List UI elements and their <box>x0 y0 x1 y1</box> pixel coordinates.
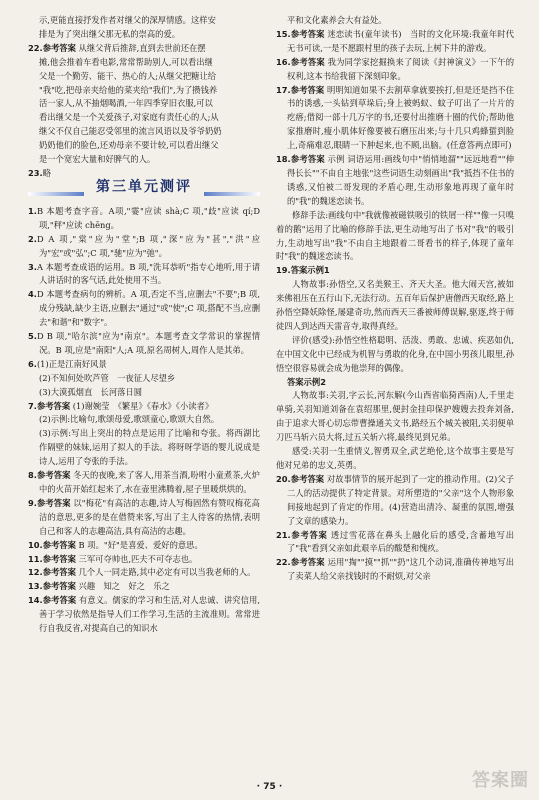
answer-text: B 本题考查字音。A项,"霎"应读 shà;C 项,"歧"应读 qí;D 项,"秤"应读 chēng。 <box>36 205 260 230</box>
answer-text: 人物故事:关羽,字云长,河东解(今山西省临猗西南)人,千里走单骑,关羽知道刘备在袁绍那里,便封金挂印保护嫂嫂去投奔刘备,由于追求大哥心切忘带曹操通关文书,路经五个城关被阻,关羽便单刀匹马斩六员大将,过五关斩六将,最终见到兄弟。 <box>276 390 514 443</box>
answer-line <box>28 566 260 580</box>
question-number: 17. <box>276 84 291 95</box>
answer-label: 参考答案 <box>42 42 76 53</box>
answer-line <box>276 264 514 278</box>
question-number: 14. <box>28 595 43 606</box>
answer-text: 从继父背后推辞,直到去世前还在摆 <box>78 42 206 53</box>
answer-text: (1)谢婉莹 《繁星》《春水》《小读者》 <box>72 400 214 411</box>
answer-text: D B 项,"哈尔滨"应为"南京"。本题考查文学常识的掌握情况。B 项,应是"南阳"人;A 项,原名周树人,周作人是其弟。 <box>36 331 260 355</box>
answer-line <box>28 42 260 56</box>
answer-line <box>28 139 260 153</box>
answer-label: 参考答案 <box>290 84 325 95</box>
answer-text: "我"吃,把母亲夹给他的菜夹给"我们",为了攒钱养 <box>39 84 218 95</box>
answer-label: 参考答案 <box>42 539 76 550</box>
answer-line <box>28 594 260 636</box>
question-number: 1. <box>28 205 37 216</box>
answer-line <box>28 400 260 414</box>
answer-line <box>28 97 260 111</box>
question-number: 18. <box>276 154 291 165</box>
answer-line <box>28 70 260 84</box>
answer-line <box>276 14 514 28</box>
answer-line <box>28 28 260 42</box>
answer-line <box>276 278 514 334</box>
answer-text: (2)不知何处吹芦管 一夜征人尽望乡 <box>39 372 176 383</box>
answer-line <box>28 14 260 28</box>
left-column <box>28 14 260 636</box>
question-number: 8. <box>28 470 37 481</box>
question-number: 11. <box>28 553 43 564</box>
answer-line <box>28 84 260 98</box>
answer-text: 活一家人,从不抽烟喝酒,一年四季穿旧衣服,可以 <box>39 98 213 109</box>
answer-line <box>28 261 260 289</box>
answer-line <box>28 386 260 400</box>
answer-text: 有意义。儒家的学习和生活,对人忠诚、讲究信用,善于学习依然是指导人们工作学习,生活的主流准则。常常进行自我反省,对提高自己的知识水 <box>39 595 261 634</box>
question-number: 5. <box>28 331 37 342</box>
question-number: 7. <box>28 400 37 411</box>
answer-text: 评价(感受):孙悟空性格聪明、活泼、勇敢、忠诚、疾恶如仇,在中国文化中已经成为机智与勇敢的化身,在中国小男孩儿眼里,孙悟空很容易就会成为他崇拜的偶像。 <box>276 334 514 373</box>
section-title <box>28 178 260 205</box>
question-number: 23. <box>28 167 43 178</box>
answer-text: 兴趣 知之 好之 乐之 <box>78 581 170 592</box>
answer-line <box>276 556 514 584</box>
answer-text: (3)大漠孤烟直 长河落日圆 <box>39 386 143 397</box>
answer-line <box>276 28 514 56</box>
question-number: 10. <box>28 539 43 550</box>
answer-label: 参考答案 <box>290 28 325 39</box>
answer-text: 排是为了突出继父那无私的崇高的爱。 <box>39 28 181 39</box>
answer-line <box>28 125 260 139</box>
answer-label: 参考答案 <box>290 56 325 67</box>
answer-text: 示例 词语运用:画线句中"悄悄地溜""远远地看""伸得长长""不由自主地张"这些词语生动刻画出"我"抵挡不住书的诱惑,又怕被二哥发现的矛盾心理,生动形象地再现了童年时的"我"的魏迷恋读书。 <box>287 154 514 206</box>
answer-line <box>28 539 260 553</box>
answer-line <box>28 56 260 70</box>
answer-line <box>276 84 514 154</box>
answer-text: B 项。"好"是喜爱、爱好的意思。 <box>78 539 203 550</box>
answer-line <box>28 580 260 594</box>
question-number: 3. <box>28 261 37 272</box>
question-number: 2. <box>28 233 37 244</box>
answer-text: 略 <box>42 167 52 178</box>
question-number: 22. <box>276 557 291 568</box>
answer-label: 参考答案 <box>290 529 328 540</box>
answer-text: A 本题考查成语的运用。B 项,"洗耳恭听"指专心地听,用于请人讲话时的客气话,此处使用不当。 <box>36 261 260 286</box>
answer-line <box>276 389 514 445</box>
answer-text: 平和文化素养会大有益处。 <box>287 15 387 25</box>
answer-text: 是一个宽宏大量和好脾气的人。 <box>39 154 156 165</box>
answer-text: 明明知道如果不去割草拿就要挨打,但是还是挡不住书的诱惑,一头钻到草垛后;身上被蚂蚁、蚊子叮出了一片片的疙瘩;借阅一部十几万字的书,还要付出推磨十圈的代价;帮助他家推磨时,瘦小肌体好像要被石磨压出来;与十几只鸡蜂蜇到脸上,奇痛难忍,眼睛一下肿起来,也不顾,出脑。(任意答两点即可) <box>287 84 515 151</box>
answer-text: 透过雪花落在鼻头上融化后的感受,含蓄地写出了"我"看到父亲如此艰辛后的酸楚和愧疚。 <box>287 529 515 554</box>
answer-line <box>28 205 260 233</box>
question-number: 6. <box>28 358 37 369</box>
question-number: 12. <box>28 567 43 578</box>
section-title-text: 第三单元测评 <box>96 178 192 195</box>
question-number: 4. <box>28 289 37 300</box>
answer-text: 三军可夺帅也,匹夫不可夺志也。 <box>78 553 198 564</box>
answer-line <box>28 372 260 386</box>
answer-label: 答案示例2 <box>287 376 326 387</box>
answer-line <box>28 358 260 372</box>
answer-text: 继父不仅自己能忍受邻里的流言风语以及爷爷奶奶 <box>39 126 222 137</box>
answer-text: 冬天的夜晚,来了客人,用茶当酒,吩咐小童煮茶,火炉中的火苗开始红起来了,水在壶里沸腾着,屋子里暖烘烘的。 <box>39 470 260 494</box>
answer-line <box>28 330 260 358</box>
answer-text: 对故事情节的展开起到了一定的推动作用。(2)父子二人的活动提供了特定背景。对所塑造的"父亲"这个人物形象间接地起到了肯定的作用。(4)营造出清冷、凝重的氛围,增强了文章的感染力。 <box>287 473 514 526</box>
answer-line <box>28 497 260 539</box>
answer-text: 奶奶他们的脸色,还劝母亲不要计较,可以看出继父 <box>39 140 219 151</box>
answer-line <box>276 376 514 390</box>
answer-text: 运用"掏""摸""抓""扔"这几个动词,准确传神地写出了卖菜人给父亲找钱时的不耐烦,对父亲 <box>287 557 514 582</box>
question-number: 19. <box>276 265 291 276</box>
answer-label: 参考答案 <box>36 470 71 481</box>
answer-text: (2)示例:比喻句,歌颂母爱,歌颂童心,歌颂大自然。 <box>39 414 220 425</box>
answer-text: 以"梅花"有高洁的志趣,诗人写梅固然有赞叹梅花高洁的意思,更多的是在借赞来客,写出了主人待客的热情,表明自己和客人的志趣高洁,具有高洁的志趣。 <box>39 497 260 536</box>
question-number: 20. <box>276 473 291 484</box>
watermark-logo: 答案圈 <box>472 770 529 791</box>
answer-text: D 本题考查病句的辨析。A 项,否定不当,应删去"不要";B 项,成分残缺,缺少主语,应删去"通过"或"使";C 项,搭配不当,应删去"和谐"和"数字"。 <box>36 289 260 328</box>
answer-line <box>28 233 260 261</box>
page-number: · 75 · <box>256 782 283 792</box>
answer-text: 修辞手法:画线句中"我就像被磁铁吸引的铁屑一样""像一只嗅着的鹅"运用了比喻的修辞手法,更生动地写出了书对"我"的吸引力,生动地写出"我"不由自主地跟着二哥看书的样子,体现了童年时"我"的魏迷恋读书。 <box>276 209 514 262</box>
answer-label: 参考答案 <box>42 553 76 564</box>
answer-text: 看出继父是一个关爱孩子,对家庭有责任心的人;从 <box>39 112 219 123</box>
answer-line <box>28 413 260 427</box>
answer-label: 参考答案 <box>290 154 325 165</box>
answer-line <box>28 288 260 330</box>
answer-text: (1)正是江南好风景 <box>36 358 107 369</box>
answer-text: 我为同学家挖掘换来了阅读《封神演义》一下午的权利,这本书给我留下深刻印象。 <box>287 56 514 81</box>
question-number: 15. <box>276 28 291 39</box>
question-number: 9. <box>28 497 37 508</box>
answer-line <box>28 111 260 125</box>
answer-text: 感受:关羽一生重情义,智勇双全,武艺绝伦,这个故事主要是写他对兄弟的忠义,英勇。 <box>276 446 514 470</box>
answer-text: 父是一个勤劳、能干、热心的人;从继父把糖让给 <box>39 70 217 81</box>
answer-line <box>276 529 514 557</box>
question-number: 22. <box>28 42 43 53</box>
answer-line <box>276 334 514 376</box>
answer-label: 参考答案 <box>42 581 76 592</box>
question-number: 13. <box>28 581 43 592</box>
right-column <box>276 14 514 584</box>
answer-line <box>276 445 514 473</box>
answer-line <box>28 427 260 469</box>
answer-label: 参考答案 <box>36 497 71 508</box>
question-number: 16. <box>276 56 291 67</box>
answer-line <box>276 153 514 209</box>
answer-text: 示,更能直接抒发作者对继父的深厚情感。这样安 <box>39 15 216 25</box>
answer-line <box>276 209 514 265</box>
answer-line <box>276 473 514 529</box>
answer-text: D A 项,"棠"应为"堂";B 项,"深"应为"甚","洪"应为"宏"或"弘";C 项,"驰"应为"弛"。 <box>36 233 260 258</box>
answer-line <box>276 56 514 84</box>
answer-text: 迷恋读书(童年读书) 当时的文化环境:我童年时代无书可读,一是不愿跟村里的孩子去玩,上树下井的游戏。 <box>287 28 514 53</box>
answer-text: 人物故事:孙悟空,又名美猴王、齐天大圣。他大闹天宫,被如来佛祖压在五行山下,无法行动。五百年后保护唐僧西天取经,路上孙悟空降妖除怪,屡建奇功,然而西天三番被师傅误解,驱逐,终于师徒四人到达西天雷音寺,取得真经。 <box>276 279 514 331</box>
answer-text: (3)示例:写出上突出的特点是运用了比喻和夸张。将西湖比作隔壁的妹妹,运用了拟人的手法。将呀呀学语的婴儿说成是诗人,运用了夸张的手法。 <box>39 428 260 467</box>
answer-line <box>28 153 260 167</box>
answer-text: 几个人一同走路,其中必定有可以当我老师的人。 <box>78 567 256 578</box>
answer-line <box>28 469 260 497</box>
answer-label: 参考答案 <box>42 595 77 606</box>
answer-label: 参考答案 <box>290 557 325 568</box>
answer-label: 参考答案 <box>290 473 325 484</box>
answer-line <box>28 553 260 567</box>
question-number: 21. <box>276 529 291 540</box>
answer-text: 摊,他会推着车看电影,常常帮助别人,可以看出继 <box>39 56 213 67</box>
answer-label: 参考答案 <box>42 567 76 578</box>
answer-label: 参考答案 <box>36 400 71 411</box>
answer-label: 答案示例1 <box>290 265 330 276</box>
